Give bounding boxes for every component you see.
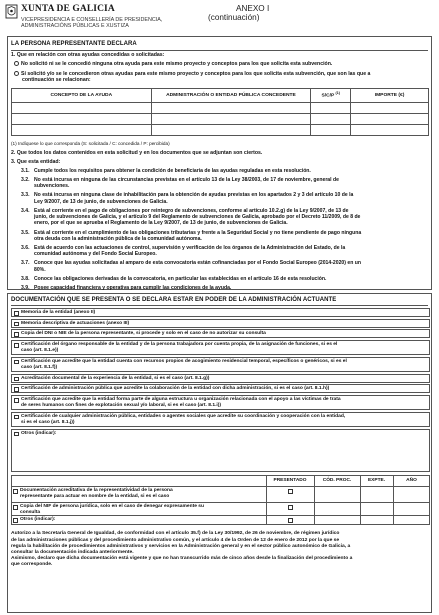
document-label — [21, 431, 426, 437]
question-3: 3. Que esta entidad: — [11, 159, 61, 165]
statement-number: 3.7. — [21, 260, 30, 267]
table-cell[interactable] — [12, 125, 152, 136]
authorization-line: Autorizo a la Secretaría General de Igualdad, de conformidad con el artículo 35.f) de la Ley 30/1992, de 26 de noviembre, de régimen jurídico — [11, 531, 340, 537]
table-cell[interactable] — [351, 103, 429, 114]
statement-number: 3.5. — [21, 229, 30, 236]
other-aid-table — [11, 88, 429, 136]
statement-line: Conoce que las ayudas solicitadas al amparo de esta convocatoria están cofinanciadas por el Fondo Social Europeo (2014-2020) en un — [34, 260, 361, 267]
table-cell[interactable] — [351, 125, 429, 136]
statement-text — [34, 260, 427, 272]
radio-button[interactable] — [14, 61, 19, 66]
document-label-line: caso (art. 8.1.f)) — [21, 364, 58, 370]
column-divider — [266, 475, 267, 525]
statement-line: subvenciones. — [34, 183, 70, 190]
document-checkbox[interactable] — [14, 398, 19, 403]
table-row — [12, 103, 429, 114]
section-divider — [11, 50, 428, 51]
statement-item — [11, 192, 427, 205]
documentation-section — [7, 293, 432, 613]
document-label-line: Certificación que acredite que la entidad forma parte de alguna estructura u organización relacionada con el apoyo a las víctimas de trata — [21, 397, 341, 403]
col-administration: ADMINISTRACIÓN O ENTIDAD PÚBLICA CONCEDENTE — [151, 89, 311, 103]
statement-item — [11, 245, 427, 258]
option-yes-aid-continuation: continuación se relacionan: — [22, 77, 91, 83]
statement-line: Está de acuerdo con las actuaciones de control, supervisión y verificación de los órganos de la Administración del Estado, de la — [34, 245, 346, 251]
annex-title — [208, 4, 269, 22]
statement-item — [11, 230, 427, 243]
document-label — [21, 342, 426, 354]
presented-checkbox[interactable] — [288, 489, 293, 494]
document-row — [11, 319, 430, 328]
document-label-line: Otros (indicar): — [20, 516, 56, 522]
document-checkbox[interactable] — [14, 343, 19, 348]
document-label-line: consulta — [20, 509, 41, 515]
section-divider — [11, 305, 428, 306]
document-label — [21, 386, 426, 392]
table-footnote: (1) Indíquese lo que corresponda (S: solicitada / C: concedida / P: percibida) — [11, 141, 170, 146]
document-label-line: caso (art. 8.1.e)) — [21, 348, 59, 354]
statement-number: 3.9. — [21, 284, 30, 291]
document-row — [11, 395, 430, 410]
document-checkbox[interactable] — [14, 377, 19, 382]
table-cell[interactable] — [151, 125, 311, 136]
department-line-2: ADMINISTRACIÓNS PÚBLICAS E XUSTIZA — [21, 23, 129, 30]
col-status — [311, 89, 351, 103]
statement-text — [34, 208, 427, 227]
col-amount: IMPORTE (€) — [351, 89, 429, 103]
statement-line: Ley 9/2007, de 13 de junio, de subvenciones de Galicia. — [34, 198, 168, 205]
authorization-line: Asimismo, declaro que dicha documentación está vigente y que no han transcurrido más de cinco años desde la finalización del procedimiento a — [11, 555, 353, 561]
document-checkbox[interactable] — [13, 505, 18, 510]
authorization-line: de las administraciones públicas y del procedimiento administrativo común, y el artículo 4 de la Orden de 12 de enero de 2012 por la que se — [11, 537, 340, 543]
document-checkbox[interactable] — [13, 518, 18, 523]
document-checkbox[interactable] — [14, 432, 19, 437]
admin-document-label — [20, 517, 263, 523]
statement-line: junio, de subvenciones de Galicia, y el artículo 9 del Reglamento de subvenciones de Galicia, aprobado por el Decreto 11/2009, de 8 de — [34, 214, 361, 220]
statement-number: 3.2. — [21, 177, 30, 183]
annex-label: ANEXO I — [236, 4, 270, 13]
statement-line: otra deuda con la administración pública de la comunidad autónoma. — [34, 235, 202, 242]
document-row — [11, 340, 430, 355]
option-no-aid[interactable] — [14, 61, 428, 67]
document-row — [11, 384, 430, 393]
annex-continuation: (continuación) — [208, 13, 260, 23]
document-checkbox[interactable] — [13, 489, 18, 494]
document-row — [11, 329, 430, 338]
admin-table-header: PRESENTADO — [273, 478, 307, 484]
document-label-line: si es el caso (art. 8.1.j)) — [21, 419, 75, 425]
admin-document-label — [20, 488, 263, 500]
brand-name: XUNTA DE GALICIA — [21, 4, 115, 14]
statement-text — [34, 276, 427, 282]
statement-line: No está incursa en ninguna de las circunstancias previstas en el artículo 13 de la Ley 38/2003, de 17 de noviembre, general de — [34, 177, 339, 183]
admin-table-header: CÓD. PROC. — [322, 478, 352, 484]
question-2: 2. Que todos los datos contenidos en esta solicitud y en los documentos que se adjuntan son ciertos. — [11, 150, 263, 156]
col-concept: CONCEPTO DE LA AYUDA — [12, 89, 152, 103]
statement-line: No está incursa en ninguna clase de inhabilitación para la obtención de ayudas previstas en los apartados 2 y 3 del artículo 10 de la — [34, 192, 354, 199]
column-divider — [360, 475, 361, 525]
presented-checkbox[interactable] — [288, 518, 293, 523]
admin-table-header: EXPTE. — [367, 478, 386, 484]
table-cell[interactable] — [311, 125, 351, 136]
document-label-line: Memoria de la entidad (anexo II) — [21, 310, 96, 315]
statement-item — [11, 276, 427, 282]
table-row — [12, 114, 429, 125]
table-cell[interactable] — [151, 114, 311, 125]
document-label — [21, 397, 426, 409]
statement-line: Está al corriente en el cumplimiento de las obligaciones tributarias y frente a la Seguridad Social y no tiene pendiente de pago ninguna — [34, 229, 362, 236]
table-row — [12, 125, 429, 136]
column-divider — [314, 475, 315, 525]
document-checkbox[interactable] — [14, 387, 19, 392]
document-checkbox[interactable] — [14, 360, 19, 365]
presented-checkbox[interactable] — [288, 505, 293, 510]
document-row — [11, 308, 430, 317]
declaration-title: LA PERSONA REPRESENTANTE DECLARA — [11, 41, 137, 47]
statement-line: comunidad autónoma y del Fondo Social Europeo. — [34, 251, 157, 258]
statement-number: 3.6. — [21, 245, 30, 251]
table-cell[interactable] — [311, 103, 351, 114]
authorization-line: que corresponde. — [11, 561, 53, 567]
department-name — [21, 17, 162, 29]
document-label — [21, 414, 426, 426]
statement-text — [34, 245, 427, 257]
table-cell[interactable] — [12, 114, 152, 125]
document-checkbox[interactable] — [14, 332, 19, 337]
authorization-line: consultar la documentación indicada anteriormente. — [11, 549, 134, 555]
radio-button[interactable] — [14, 71, 19, 76]
documentation-title: DOCUMENTACIÓN QUE SE PRESENTA O SE DECLARA ESTAR EN PODER DE LA ADMINISTRACIÓN ACTUANTE — [11, 297, 337, 303]
document-row — [11, 429, 430, 472]
statement-text — [34, 192, 427, 204]
col-status-footnote: (1) — [335, 91, 340, 96]
question-1: 1. Que en relación con otras ayudas concedidas o solicitadas: — [11, 52, 165, 58]
document-label-line: Otros (indicar): — [21, 430, 57, 436]
statement-item — [11, 177, 427, 190]
document-label — [21, 359, 426, 371]
table-cell[interactable] — [12, 103, 152, 114]
document-checkbox[interactable] — [14, 415, 19, 420]
statement-line: Conoce las obligaciones derivadas de la convocatoria, en particular las establecidas en el artículo 16 de esta resolución. — [34, 275, 327, 282]
admin-document-label — [20, 504, 263, 516]
document-row — [11, 412, 430, 427]
document-row — [11, 357, 430, 372]
statement-line: 80%. — [34, 266, 46, 273]
declaration-section — [7, 36, 432, 290]
document-label-line: Acreditación documental de la experiencia de la entidad, si es el caso (art. 8.1.g)) — [21, 375, 210, 381]
statement-text — [34, 285, 427, 291]
statement-line: Posee capacidad financiera y operativa para cumplir las condiciones de la ayuda. — [34, 284, 232, 291]
table-cell[interactable] — [311, 114, 351, 125]
statement-item — [11, 208, 427, 227]
statement-number: 3.3. — [21, 192, 30, 199]
option-yes-aid-label: Sí solicitó y/o se le concedieron otras ayudas para este mismo proyecto y conceptos para los que solicita esta subvención, que son las que a — [21, 71, 371, 77]
statement-text — [34, 230, 427, 242]
option-no-aid-label: No solicitó ni se le concedió ninguna otra ayuda para este mismo proyecto y conceptos para los que solicita esta subvención. — [21, 61, 333, 67]
document-label-line: Copia del DNI o NIE de la persona representante, si procede y solo en el caso de no autorizar su consulta — [21, 331, 266, 337]
document-label-line: Certificación de cualquier administración pública, entidades o agentes sociales que acredite su coordinación y cooperación con la entidad, — [21, 413, 346, 419]
department-line-1: VICEPRESIDENCIA E CONSELLERÍA DE PRESIDENCIA, — [21, 17, 163, 23]
statement-item — [11, 260, 427, 273]
document-label-line: Certificación de administración pública que acredite la colaboración de la entidad con dicha administración, si es el caso (art. 8.1.h)) — [21, 386, 330, 392]
statement-text — [34, 177, 427, 189]
table-header-row — [12, 89, 429, 103]
statement-line: enero, por el que se aprueba el Reglamento de la Ley 9/2007, de 13 de junio, de subvenciones de Galicia. — [34, 220, 288, 227]
statement-line: Está al corriente en el pago de obligaciones por reintegro de subvenciones, conforme al artículo 10.2.g) de la Ley 9/2007, de 13 de — [34, 207, 349, 214]
authorization-line: regula la habilitación de procedimientos administrativos y servicios en la Administración general y en el sector público autonómico de Galicia, a — [11, 543, 351, 549]
column-divider — [393, 475, 394, 525]
document-label-line: Certificación que acredite que la entidad cuenta con recursos propios de acogimiento residencial temporal, específicos o genéricos, si es el — [21, 358, 347, 364]
statement-number: 3.1. — [21, 168, 30, 174]
document-label-line: Copia del NIF de persona jurídica, solo en el caso de denegar expresamente su — [20, 503, 205, 509]
document-label-line: Certificación del órgano responsable de la entidad y de la persona trabajadora por cuenta propia, de la asignación de funciones, si es el — [21, 342, 338, 348]
col-status-label: S/C/P — [321, 93, 335, 99]
statement-number: 3.4. — [21, 207, 30, 214]
statement-text — [34, 168, 427, 174]
document-row — [11, 374, 430, 383]
statement-item — [11, 285, 427, 291]
document-header — [4, 2, 435, 34]
document-label-line: Memoria descriptiva de actuaciones (anexo III) — [21, 320, 130, 326]
document-label-line: de seres humanos con fines de explotación sexual y/o laboral, si es el caso (art. 8.1.i)) — [21, 403, 222, 409]
statement-item — [11, 168, 427, 174]
table-cell[interactable] — [151, 103, 311, 114]
table-cell[interactable] — [351, 114, 429, 125]
document-label-line: representante para actuar en nombre de la entidad, si es el caso — [20, 493, 170, 499]
document-label — [21, 321, 426, 327]
document-label — [21, 331, 426, 337]
document-label — [21, 376, 426, 382]
document-checkbox[interactable] — [14, 322, 19, 327]
document-label — [21, 310, 426, 316]
admin-table-header: AÑO — [406, 478, 417, 484]
statement-line: Cumple todos los requisitos para obtener la condición de beneficiaria de las ayudas reguladas en esta resolución. — [34, 168, 311, 174]
document-checkbox[interactable] — [14, 311, 19, 316]
statement-number: 3.8. — [21, 275, 30, 282]
xunta-crest-icon — [5, 4, 18, 19]
document-label-line: Documentación acreditativa de la representatividad de la persona — [20, 487, 173, 493]
